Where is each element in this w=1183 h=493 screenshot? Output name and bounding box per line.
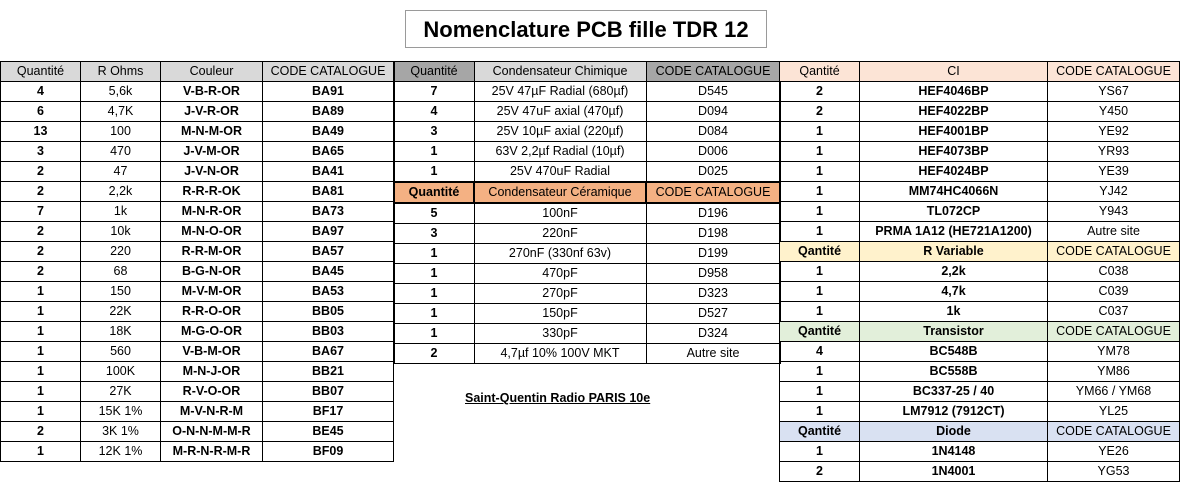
ceramic-cap-row xyxy=(394,324,780,344)
table-cell: 1 xyxy=(394,244,474,264)
document-title: Nomenclature PCB fille TDR 12 xyxy=(405,10,767,48)
table-cell: V-B-R-OR xyxy=(161,82,263,102)
resistor-row xyxy=(1,162,394,182)
table-cell: 150 xyxy=(81,282,161,302)
table-cell: 2 xyxy=(1,242,81,262)
table-cell: 1 xyxy=(780,222,860,242)
table-cell: 1k xyxy=(860,302,1048,322)
table-cell: 1 xyxy=(1,302,81,322)
ci-row xyxy=(780,142,1180,162)
table-cell: YE26 xyxy=(1048,442,1180,462)
resistor-row xyxy=(1,102,394,122)
table-cell: 7 xyxy=(394,82,474,102)
table-cell: BF17 xyxy=(263,402,394,422)
table-cell: 3 xyxy=(394,122,474,142)
table-cell: D199 xyxy=(646,244,780,264)
table-cell: 1 xyxy=(394,304,474,324)
table-cell: 13 xyxy=(1,122,81,142)
table-cell: 5 xyxy=(394,203,474,224)
table-cell: CODE CATALOGUE xyxy=(1048,242,1180,262)
table-cell: J-V-M-OR xyxy=(161,142,263,162)
table-cell: 63V 2,2µf Radial (10µf) xyxy=(474,142,646,162)
table-cell: 560 xyxy=(81,342,161,362)
table-cell: V-B-M-OR xyxy=(161,342,263,362)
table-cell: M-G-O-OR xyxy=(161,322,263,342)
resistor-row xyxy=(1,302,394,322)
table-cell: D198 xyxy=(646,224,780,244)
table-cell: Qantité xyxy=(780,422,860,442)
table-cell: 150pF xyxy=(474,304,646,324)
table-cell: 7 xyxy=(1,202,81,222)
ci-row xyxy=(780,82,1180,102)
resistor-row xyxy=(1,442,394,462)
header-r-ohms: R Ohms xyxy=(81,62,161,82)
table-cell: R-V-O-OR xyxy=(161,382,263,402)
table-cell: R Variable xyxy=(860,242,1048,262)
table-cell: 220nF xyxy=(474,224,646,244)
table-cell: 4,7µf 10% 100V MKT xyxy=(474,344,646,364)
table-cell: LM7912 (7912CT) xyxy=(860,402,1048,422)
table-cell: D006 xyxy=(646,142,780,162)
table-cell: YL25 xyxy=(1048,402,1180,422)
table-cell: YE39 xyxy=(1048,162,1180,182)
table-cell: MM74HC4066N xyxy=(860,182,1048,202)
table-cell: 25V 470uF Radial xyxy=(474,162,646,183)
resistor-row xyxy=(1,202,394,222)
diode-row xyxy=(780,442,1180,462)
table-cell: D324 xyxy=(646,324,780,344)
table-cell: 1 xyxy=(780,142,860,162)
table-cell: 2,2k xyxy=(860,262,1048,282)
table-cell: 1N4148 xyxy=(860,442,1048,462)
table-cell: BA41 xyxy=(263,162,394,182)
table-cell: 27K xyxy=(81,382,161,402)
header-couleur: Couleur xyxy=(161,62,263,82)
resistor-row xyxy=(1,402,394,422)
table-cell: 2 xyxy=(1,222,81,242)
table-cell: CODE CATALOGUE xyxy=(1048,62,1180,82)
table-cell: 4,7k xyxy=(860,282,1048,302)
table-cell: 1 xyxy=(1,402,81,422)
table-cell: M-N-M-OR xyxy=(161,122,263,142)
table-cell: 6 xyxy=(1,102,81,122)
table-cell: Diode xyxy=(860,422,1048,442)
resistor-row xyxy=(1,182,394,202)
table-cell: 2 xyxy=(780,462,860,482)
table-cell: Qantité xyxy=(780,322,860,342)
table-cell: M-V-M-OR xyxy=(161,282,263,302)
table-cell: Quantité xyxy=(394,182,474,203)
components-table xyxy=(779,61,1180,482)
resistor-table xyxy=(0,61,394,462)
table-cell: CODE CATALOGUE xyxy=(1048,322,1180,342)
table-cell: R-R-O-OR xyxy=(161,302,263,322)
table-cell: 1 xyxy=(394,264,474,284)
table-cell: 1 xyxy=(780,402,860,422)
transistor-header-row xyxy=(780,322,1180,342)
table-cell: HEF4022BP xyxy=(860,102,1048,122)
transistor-row xyxy=(780,362,1180,382)
table-cell: BA97 xyxy=(263,222,394,242)
table-cell: J-V-R-OR xyxy=(161,102,263,122)
table-cell: Autre site xyxy=(1048,222,1180,242)
ceramic-cap-row xyxy=(394,224,780,244)
shop-note: Saint-Quentin Radio PARIS 10e xyxy=(465,391,651,405)
table-cell: BA53 xyxy=(263,282,394,302)
table-cell: 47 xyxy=(81,162,161,182)
table-cell: YS67 xyxy=(1048,82,1180,102)
ceramic-cap-row xyxy=(394,344,780,364)
transistor-row xyxy=(780,382,1180,402)
rvar-row xyxy=(780,282,1180,302)
table-cell: 4 xyxy=(780,342,860,362)
resistor-row xyxy=(1,242,394,262)
table-cell: J-V-N-OR xyxy=(161,162,263,182)
table-cell: M-N-J-OR xyxy=(161,362,263,382)
table-cell: 1 xyxy=(780,282,860,302)
table-cell: C037 xyxy=(1048,302,1180,322)
table-cell: 220 xyxy=(81,242,161,262)
table-cell: 100 xyxy=(81,122,161,142)
table-cell: 2 xyxy=(1,162,81,182)
table-cell: R-R-R-OK xyxy=(161,182,263,202)
table-cell: 10k xyxy=(81,222,161,242)
table-cell: 2 xyxy=(1,182,81,202)
header-code-catalogue: CODE CATALOGUE xyxy=(263,62,394,82)
header-code-catalogue: CODE CATALOGUE xyxy=(646,62,780,82)
table-cell: C038 xyxy=(1048,262,1180,282)
table-cell: YJ42 xyxy=(1048,182,1180,202)
table-cell: 18K xyxy=(81,322,161,342)
resistor-row xyxy=(1,82,394,102)
table-cell: 12K 1% xyxy=(81,442,161,462)
table-cell: BF09 xyxy=(263,442,394,462)
resistor-row xyxy=(1,122,394,142)
chem-cap-row xyxy=(394,142,780,162)
table-cell: O-N-N-M-M-R xyxy=(161,422,263,442)
table-cell: 1 xyxy=(780,162,860,182)
table-cell: 1 xyxy=(1,362,81,382)
table-cell: 2 xyxy=(394,344,474,364)
ci-header-row xyxy=(780,62,1180,82)
table-cell: 1 xyxy=(394,162,474,183)
table-cell: 270pF xyxy=(474,284,646,304)
chem-cap-row xyxy=(394,102,780,122)
table-cell: D196 xyxy=(646,203,780,224)
table-cell: HEF4073BP xyxy=(860,142,1048,162)
table-cell: 1 xyxy=(1,282,81,302)
ceramic-cap-header-row xyxy=(394,182,780,203)
table-cell: 1 xyxy=(780,382,860,402)
table-cell: BC558B xyxy=(860,362,1048,382)
chem-cap-row xyxy=(394,122,780,142)
table-cell: 2 xyxy=(1,262,81,282)
ceramic-cap-row xyxy=(394,284,780,304)
ci-row xyxy=(780,202,1180,222)
table-cell: YR93 xyxy=(1048,142,1180,162)
resistor-row xyxy=(1,222,394,242)
table-cell: 1 xyxy=(780,442,860,462)
table-cell: YM66 / YM68 xyxy=(1048,382,1180,402)
table-cell: BA49 xyxy=(263,122,394,142)
table-cell: Qantité xyxy=(780,242,860,262)
table-cell: PRMA 1A12 (HE721A1200) xyxy=(860,222,1048,242)
resistor-row xyxy=(1,262,394,282)
table-cell: HEF4046BP xyxy=(860,82,1048,102)
transistor-row xyxy=(780,342,1180,362)
table-cell: 1 xyxy=(1,342,81,362)
table-cell: YM78 xyxy=(1048,342,1180,362)
rvar-row xyxy=(780,302,1180,322)
table-cell: Y450 xyxy=(1048,102,1180,122)
table-cell: C039 xyxy=(1048,282,1180,302)
table-cell: 2 xyxy=(1,422,81,442)
ceramic-cap-row xyxy=(394,304,780,324)
table-cell: 100nF xyxy=(474,203,646,224)
table-cell: D025 xyxy=(646,162,780,183)
table-cell: 3K 1% xyxy=(81,422,161,442)
ceramic-cap-row xyxy=(394,244,780,264)
chem-cap-row xyxy=(394,162,780,183)
table-cell: 1 xyxy=(780,302,860,322)
table-cell: BB21 xyxy=(263,362,394,382)
chem-cap-row xyxy=(394,82,780,102)
table-cell: CI xyxy=(860,62,1048,82)
table-cell: 270nF (330nf 63v) xyxy=(474,244,646,264)
resistor-row xyxy=(1,322,394,342)
table-cell: YG53 xyxy=(1048,462,1180,482)
table-cell: 1 xyxy=(394,324,474,344)
table-cell: 22K xyxy=(81,302,161,322)
table-cell: 5,6k xyxy=(81,82,161,102)
ci-row xyxy=(780,162,1180,182)
table-cell: D958 xyxy=(646,264,780,284)
table-cell: 1 xyxy=(1,442,81,462)
resistor-row xyxy=(1,282,394,302)
table-cell: 2,2k xyxy=(81,182,161,202)
table-cell: D094 xyxy=(646,102,780,122)
table-cell: 25V 47µF Radial (680µf) xyxy=(474,82,646,102)
table-cell: BA73 xyxy=(263,202,394,222)
table-cell: M-N-O-OR xyxy=(161,222,263,242)
transistor-row xyxy=(780,402,1180,422)
table-cell: 1 xyxy=(780,362,860,382)
table-cell: BA91 xyxy=(263,82,394,102)
table-cell: Autre site xyxy=(646,344,780,364)
table-cell: M-R-N-R-M-R xyxy=(161,442,263,462)
table-cell: 1k xyxy=(81,202,161,222)
table-cell: BA67 xyxy=(263,342,394,362)
table-cell: BB03 xyxy=(263,322,394,342)
table-cell: 1N4001 xyxy=(860,462,1048,482)
table-cell: 3 xyxy=(394,224,474,244)
table-cell: B-G-N-OR xyxy=(161,262,263,282)
table-cell: BC337-25 / 40 xyxy=(860,382,1048,402)
table-cell: Y943 xyxy=(1048,202,1180,222)
table-cell: 25V 10µF axial (220µf) xyxy=(474,122,646,142)
table-cell: D527 xyxy=(646,304,780,324)
table-cell: 1 xyxy=(394,142,474,162)
table-cell: BA65 xyxy=(263,142,394,162)
table-cell: 68 xyxy=(81,262,161,282)
table-cell: CODE CATALOGUE xyxy=(646,182,780,203)
table-cell: 1 xyxy=(780,262,860,282)
table-cell: 1 xyxy=(1,322,81,342)
table-cell: 15K 1% xyxy=(81,402,161,422)
table-cell: YM86 xyxy=(1048,362,1180,382)
resistor-row xyxy=(1,342,394,362)
resistor-row xyxy=(1,142,394,162)
table-cell: BE45 xyxy=(263,422,394,442)
table-cell: 330pF xyxy=(474,324,646,344)
capacitor-table xyxy=(393,61,781,364)
table-cell: 470pF xyxy=(474,264,646,284)
table-cell: 470 xyxy=(81,142,161,162)
rvar-row xyxy=(780,262,1180,282)
table-cell: 3 xyxy=(1,142,81,162)
table-cell: Condensateur Céramique xyxy=(474,182,646,203)
rvar-header-row xyxy=(780,242,1180,262)
table-cell: R-R-M-OR xyxy=(161,242,263,262)
ceramic-cap-row xyxy=(394,264,780,284)
table-cell: BA45 xyxy=(263,262,394,282)
diode-row xyxy=(780,462,1180,482)
table-cell: 1 xyxy=(780,182,860,202)
table-cell: TL072CP xyxy=(860,202,1048,222)
table-cell: D323 xyxy=(646,284,780,304)
ci-row xyxy=(780,222,1180,242)
table-cell: CODE CATALOGUE xyxy=(1048,422,1180,442)
table-cell: Transistor xyxy=(860,322,1048,342)
table-cell: D084 xyxy=(646,122,780,142)
table-cell: HEF4024BP xyxy=(860,162,1048,182)
ci-row xyxy=(780,122,1180,142)
resistor-header-row xyxy=(1,62,394,82)
diode-header-row xyxy=(780,422,1180,442)
resistor-row xyxy=(1,362,394,382)
table-cell: 1 xyxy=(1,382,81,402)
table-cell: M-V-N-R-M xyxy=(161,402,263,422)
table-cell: 1 xyxy=(780,202,860,222)
ci-row xyxy=(780,182,1180,202)
table-cell: 4 xyxy=(1,82,81,102)
ceramic-cap-row xyxy=(394,203,780,224)
table-cell: 4,7K xyxy=(81,102,161,122)
table-cell: 1 xyxy=(780,122,860,142)
table-cell: 1 xyxy=(394,284,474,304)
table-cell: BB07 xyxy=(263,382,394,402)
table-cell: BA81 xyxy=(263,182,394,202)
table-cell: YE92 xyxy=(1048,122,1180,142)
resistor-row xyxy=(1,382,394,402)
table-cell: 100K xyxy=(81,362,161,382)
chem-cap-header-row xyxy=(394,62,780,82)
ci-row xyxy=(780,102,1180,122)
table-cell: 2 xyxy=(780,82,860,102)
table-cell: 2 xyxy=(780,102,860,122)
header-quantite: Quantité xyxy=(1,62,81,82)
table-cell: M-N-R-OR xyxy=(161,202,263,222)
table-cell: BC548B xyxy=(860,342,1048,362)
table-cell: BB05 xyxy=(263,302,394,322)
table-cell: HEF4001BP xyxy=(860,122,1048,142)
table-cell: 25V 47uF axial (470µf) xyxy=(474,102,646,122)
table-cell: D545 xyxy=(646,82,780,102)
table-cell: BA89 xyxy=(263,102,394,122)
resistor-row xyxy=(1,422,394,442)
table-cell: Qantité xyxy=(780,62,860,82)
header-condensateur-chimique: Condensateur Chimique xyxy=(474,62,646,82)
header-quantite: Quantité xyxy=(394,62,474,82)
table-cell: BA57 xyxy=(263,242,394,262)
table-cell: 4 xyxy=(394,102,474,122)
